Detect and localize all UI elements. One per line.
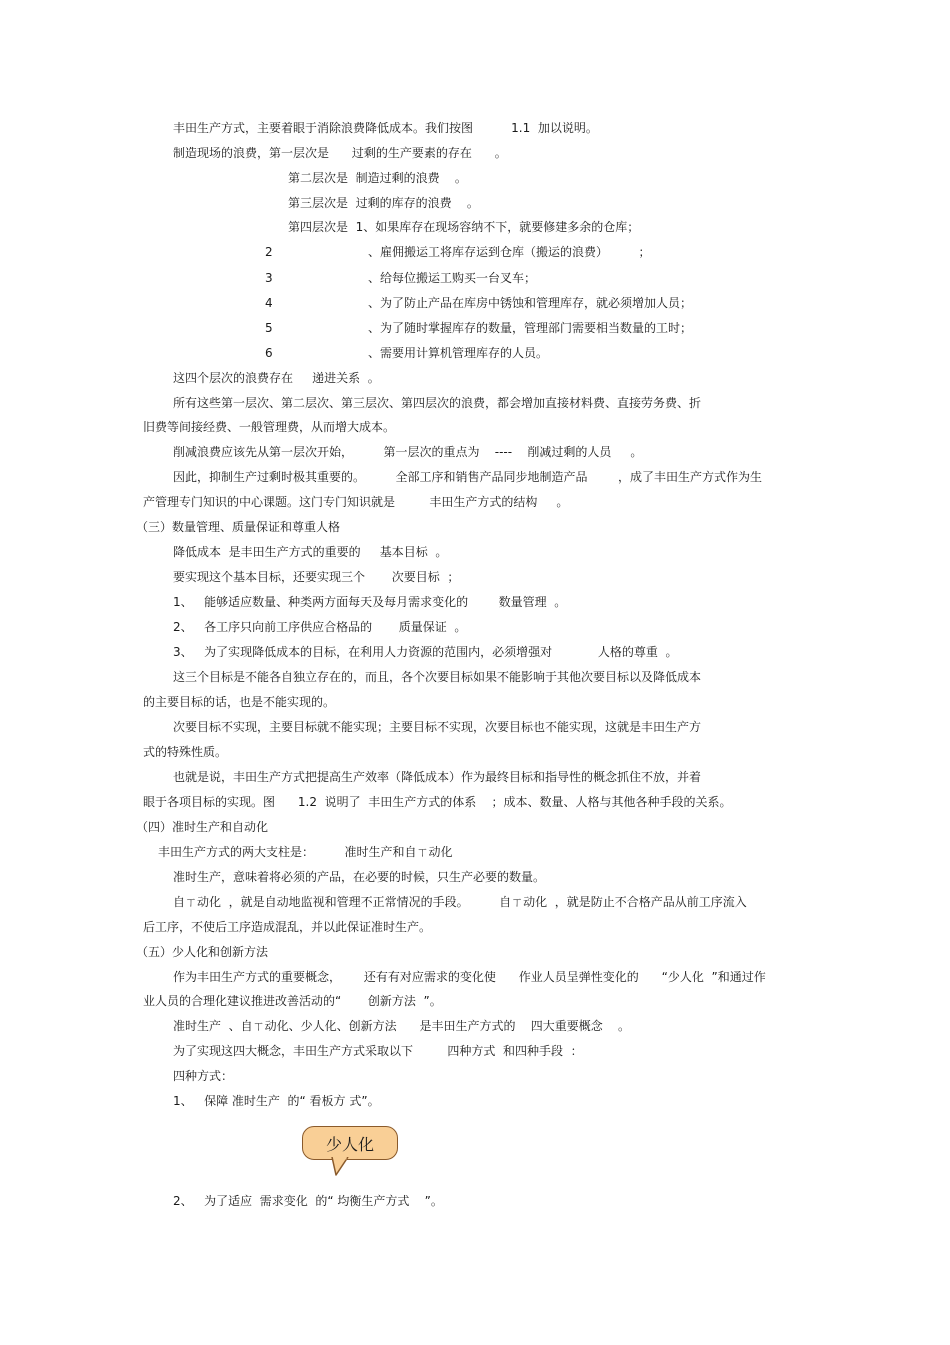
text-line: 第四层次是 1、如果库存在现场容纳不下，就要修建多余的仓库；: [288, 220, 640, 234]
text-line: 3 、给每位搬运工购买一台叉车；: [265, 271, 536, 285]
text-line: 式的特殊性质。: [143, 745, 228, 759]
text-line: 自ㄒ动化 ，就是自动地监视和管理不正常情况的手段。 自ㄒ动化 ，就是防止不合格产品从前工序流入: [173, 895, 747, 909]
text-line: 准时生产，意味着将必须的产品，在必要的时候，只生产必要的数量。: [173, 870, 546, 884]
text-line: 业人员的合理化建议推进改善活动的“ 创新方法 ”。: [143, 994, 442, 1008]
text-line: 这四个层次的浪费存在 递进关系 。: [173, 371, 380, 385]
callout-tail: [330, 1157, 354, 1177]
text-line: 2 、雇佣搬运工将库存运到仓库（搬运的浪费） ；: [265, 245, 651, 259]
text-line: 第三层次是 过剩的库存的浪费 。: [288, 196, 479, 210]
text-line: 3、 为了实现降低成本的目标，在利用人力资源的范围内，必须增强对 人格的尊重 。: [173, 645, 678, 659]
text-line: 2、 各工序只向前工序供应合格品的 质量保证 。: [173, 620, 467, 634]
text-line: 2、 为了适应 需求变化 的“ 均衡生产方式 ”。: [173, 1194, 443, 1208]
text-line: 为了实现这四大概念，丰田生产方式采取以下 四种方式 和四种手段 ：: [173, 1044, 583, 1058]
text-line: 5 、为了随时掌握库存的数量，管理部门需要相当数量的工时；: [265, 321, 692, 335]
text-line: 第二层次是 制造过剩的浪费 。: [288, 171, 467, 185]
text-line: 准时生产 、自ㄒ动化、少人化、创新方法 是丰田生产方式的 四大重要概念 。: [173, 1019, 631, 1033]
callout-text: 少人化: [325, 1134, 374, 1154]
section-heading: （五）少人化和创新方法: [136, 945, 269, 959]
text-line: 1、 能够适应数量、种类两方面每天及每月需求变化的 数量管理 。: [173, 595, 567, 609]
text-line: 次要目标不实现，主要目标就不能实现；主要目标不实现，次要目标也不能实现，这就是丰田生产方: [173, 720, 702, 734]
callout-bubble: [302, 1126, 398, 1160]
text-line: 要实现这个基本目标，还要实现三个 次要目标 ；: [173, 570, 460, 584]
text-line: 四种方式：: [173, 1069, 234, 1083]
text-line: 旧费等间接经费、一般管理费，从而增大成本。: [143, 420, 396, 434]
text-line: 作为丰田生产方式的重要概念， 还有有对应需求的变化使 作业人员呈弹性变化的 “少人化 ”和通过作: [173, 970, 766, 984]
text-line: 降低成本 是丰田生产方式的重要的 基本目标 。: [173, 545, 448, 559]
text-line: 也就是说，丰田生产方式把提高生产效率（降低成本）作为最终目标和指导性的概念抓住不放，并着: [173, 770, 702, 784]
text-line: 丰田生产方式，主要着眼于消除浪费降低成本。我们按图 1.1 加以说明。: [173, 121, 598, 135]
text-line: 眼于各项目标的实现。图 1.2 说明了 丰田生产方式的体系 ；成本、数量、人格与其他各种手段的关系。: [143, 795, 732, 809]
text-line: 制造现场的浪费，第一层次是 过剩的生产要素的存在 。: [173, 146, 507, 160]
text-line: 因此，抑制生产过剩时极其重要的。 全部工序和销售产品同步地制造产品 ，成了丰田生产方式作为生: [173, 470, 763, 484]
section-heading: （三）数量管理、质量保证和尊重人格: [136, 520, 341, 534]
text-line: 后工序，不使后工序造成混乱，并以此保证准时生产。: [143, 920, 432, 934]
text-line: 的主要目标的话，也是不能实现的。: [143, 695, 336, 709]
text-line: 6 、需要用计算机管理库存的人员。: [265, 346, 548, 360]
text-line: 丰田生产方式的两大支柱是： 准时生产和自ㄒ动化: [158, 845, 453, 859]
text-line: 削减浪费应该先从第一层次开始， 第一层次的重点为 ---- 削减过剩的人员 。: [173, 445, 643, 459]
text-line: 产管理专门知识的中心课题。这门专门知识就是 丰田生产方式的结构 。: [143, 495, 569, 509]
text-line: 1、 保障 准时生产 的“ 看板方 式”。: [173, 1094, 380, 1108]
section-heading: （四）准时生产和自动化: [136, 820, 269, 834]
text-line: 4 、为了防止产品在库房中锈蚀和管理库存，就必须增加人员；: [265, 296, 692, 310]
text-line: 所有这些第一层次、第二层次、第三层次、第四层次的浪费，都会增加直接材料费、直接劳务费、折: [173, 396, 702, 410]
text-line: 这三个目标是不能各自独立存在的，而且，各个次要目标如果不能影响于其他次要目标以及降低成本: [173, 670, 702, 684]
